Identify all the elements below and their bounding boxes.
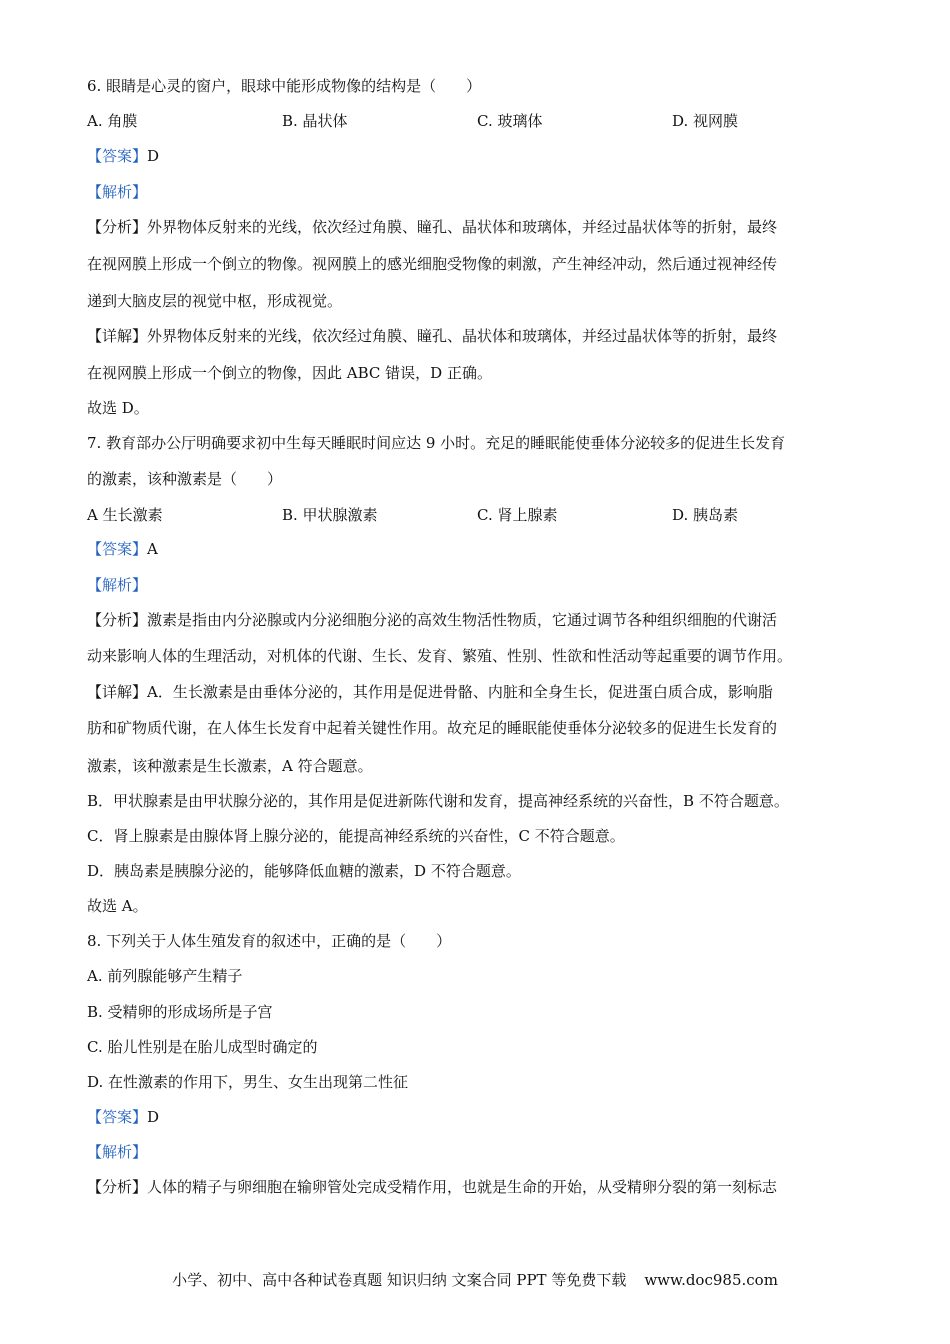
q8-stem: 8. 下列关于人体生殖发育的叙述中，正确的是（ ） xyxy=(87,932,452,950)
fenxi-tag: 【分析】 xyxy=(87,218,148,236)
q6-conclusion: 故选 D。 xyxy=(87,399,149,417)
fenxi-text: 外界物体反射来的光线，依次经过角膜、瞳孔、晶状体和玻璃体，并经过晶状体等的折射，最终 xyxy=(147,218,778,236)
q7-option-b: B. 甲状腺激素 xyxy=(282,506,378,524)
q7-stem-line-2: 的激素，该种激素是（ ） xyxy=(87,470,283,488)
q8-option-b: B. 受精卵的形成场所是子宫 xyxy=(87,1003,273,1021)
q7-xiangjie-line-5: C．肾上腺素是由腺体肾上腺分泌的，能提高神经系统的兴奋性，C 不符合题意。 xyxy=(87,827,625,845)
q6-analysis-tag: 【解析】 xyxy=(87,183,148,201)
q7-option-c: C. 肾上腺素 xyxy=(477,506,558,524)
xiangjie-text: A．生长激素是由垂体分泌的，其作用是促进骨骼、内脏和全身生长，促进蛋白质合成，影响脂 xyxy=(147,683,773,701)
answer-tag: 【答案】 xyxy=(87,1108,148,1126)
q6-option-b: B. 晶状体 xyxy=(282,112,348,130)
answer-tag: 【答案】 xyxy=(87,540,148,558)
page-footer xyxy=(0,1270,950,1290)
q7-answer xyxy=(87,539,158,559)
q8-option-d: D. 在性激素的作用下，男生、女生出现第二性征 xyxy=(87,1073,409,1091)
q7-fenxi-line-2: 动来影响人体的生理活动，对机体的代谢、生长、发育、繁殖、性别、性欲和性活动等起重要的调节作用。 xyxy=(87,647,793,665)
q8-fenxi-line-1 xyxy=(87,1177,777,1197)
fenxi-text: 人体的精子与卵细胞在输卵管处完成受精作用，也就是生命的开始，从受精卵分裂的第一刻标志 xyxy=(147,1178,778,1196)
q7-xiangjie-line-4: B．甲状腺素是由甲状腺分泌的，其作用是促进新陈代谢和发育，提高神经系统的兴奋性，B 不符合题意。 xyxy=(87,792,789,810)
q7-options xyxy=(87,505,877,525)
q8-analysis-tag: 【解析】 xyxy=(87,1143,148,1161)
answer-tag: 【答案】 xyxy=(87,147,148,165)
q6-answer xyxy=(87,146,159,166)
answer-value: D xyxy=(147,1108,160,1126)
answer-value: A xyxy=(147,540,158,558)
q7-stem-line-1: 7. 教育部办公厅明确要求初中生每天睡眠时间应达 9 小时。充足的睡眠能使垂体分泌较多的促进生长发育 xyxy=(87,434,786,452)
fenxi-text: 激素是指由内分泌腺或内分泌细胞分泌的高效生物活性物质，它通过调节各种组织细胞的代谢活 xyxy=(147,611,778,629)
q7-fenxi-line-1 xyxy=(87,610,777,630)
q7-option-a: A 生长激素 xyxy=(87,506,163,524)
q6-stem: 6. 眼睛是心灵的窗户，眼球中能形成物像的结构是（ ） xyxy=(87,77,482,95)
q6-xiangjie-line-1 xyxy=(87,326,777,346)
fenxi-tag: 【分析】 xyxy=(87,611,148,629)
xiangjie-text: 外界物体反射来的光线，依次经过角膜、瞳孔、晶状体和玻璃体，并经过晶状体等的折射，最终 xyxy=(147,327,778,345)
q6-option-d: D. 视网膜 xyxy=(672,112,739,130)
q7-xiangjie-line-1 xyxy=(87,682,773,702)
q6-fenxi-line-3: 递到大脑皮层的视觉中枢，形成视觉。 xyxy=(87,292,343,310)
q6-xiangjie-line-2: 在视网膜上形成一个倒立的物像，因此 ABC 错误，D 正确。 xyxy=(87,364,492,382)
footer-url[interactable]: www.doc985.com xyxy=(644,1271,778,1289)
q7-analysis-tag: 【解析】 xyxy=(87,576,148,594)
q7-xiangjie-line-3: 激素，该种激素是生长激素，A 符合题意。 xyxy=(87,757,373,775)
q6-option-c: C. 玻璃体 xyxy=(477,112,543,130)
xiangjie-tag: 【详解】 xyxy=(87,683,148,701)
q8-option-a: A. 前列腺能够产生精子 xyxy=(87,967,243,985)
q6-options xyxy=(87,111,877,131)
q7-xiangjie-line-6: D．胰岛素是胰腺分泌的，能够降低血糖的激素，D 不符合题意。 xyxy=(87,862,521,880)
q8-option-c: C. 胎儿性别是在胎儿成型时确定的 xyxy=(87,1038,318,1056)
xiangjie-tag: 【详解】 xyxy=(87,327,148,345)
q6-fenxi-line-2: 在视网膜上形成一个倒立的物像。视网膜上的感光细胞受物像的刺激，产生神经冲动，然后通过视神经传 xyxy=(87,255,778,273)
answer-value: D xyxy=(147,147,160,165)
q7-option-d: D. 胰岛素 xyxy=(672,506,739,524)
q7-xiangjie-line-2: 肪和矿物质代谢，在人体生长发育中起着关键性作用。故充足的睡眠能使垂体分泌较多的促进生长发育的 xyxy=(87,719,778,737)
q8-answer xyxy=(87,1107,159,1127)
q6-fenxi-line-1 xyxy=(87,217,777,237)
q6-option-a: A. 角膜 xyxy=(87,112,138,130)
fenxi-tag: 【分析】 xyxy=(87,1178,148,1196)
q7-conclusion: 故选 A。 xyxy=(87,897,148,915)
footer-text: 小学、初中、高中各种试卷真题 知识归纳 文案合同 PPT 等免费下载 xyxy=(172,1271,627,1289)
